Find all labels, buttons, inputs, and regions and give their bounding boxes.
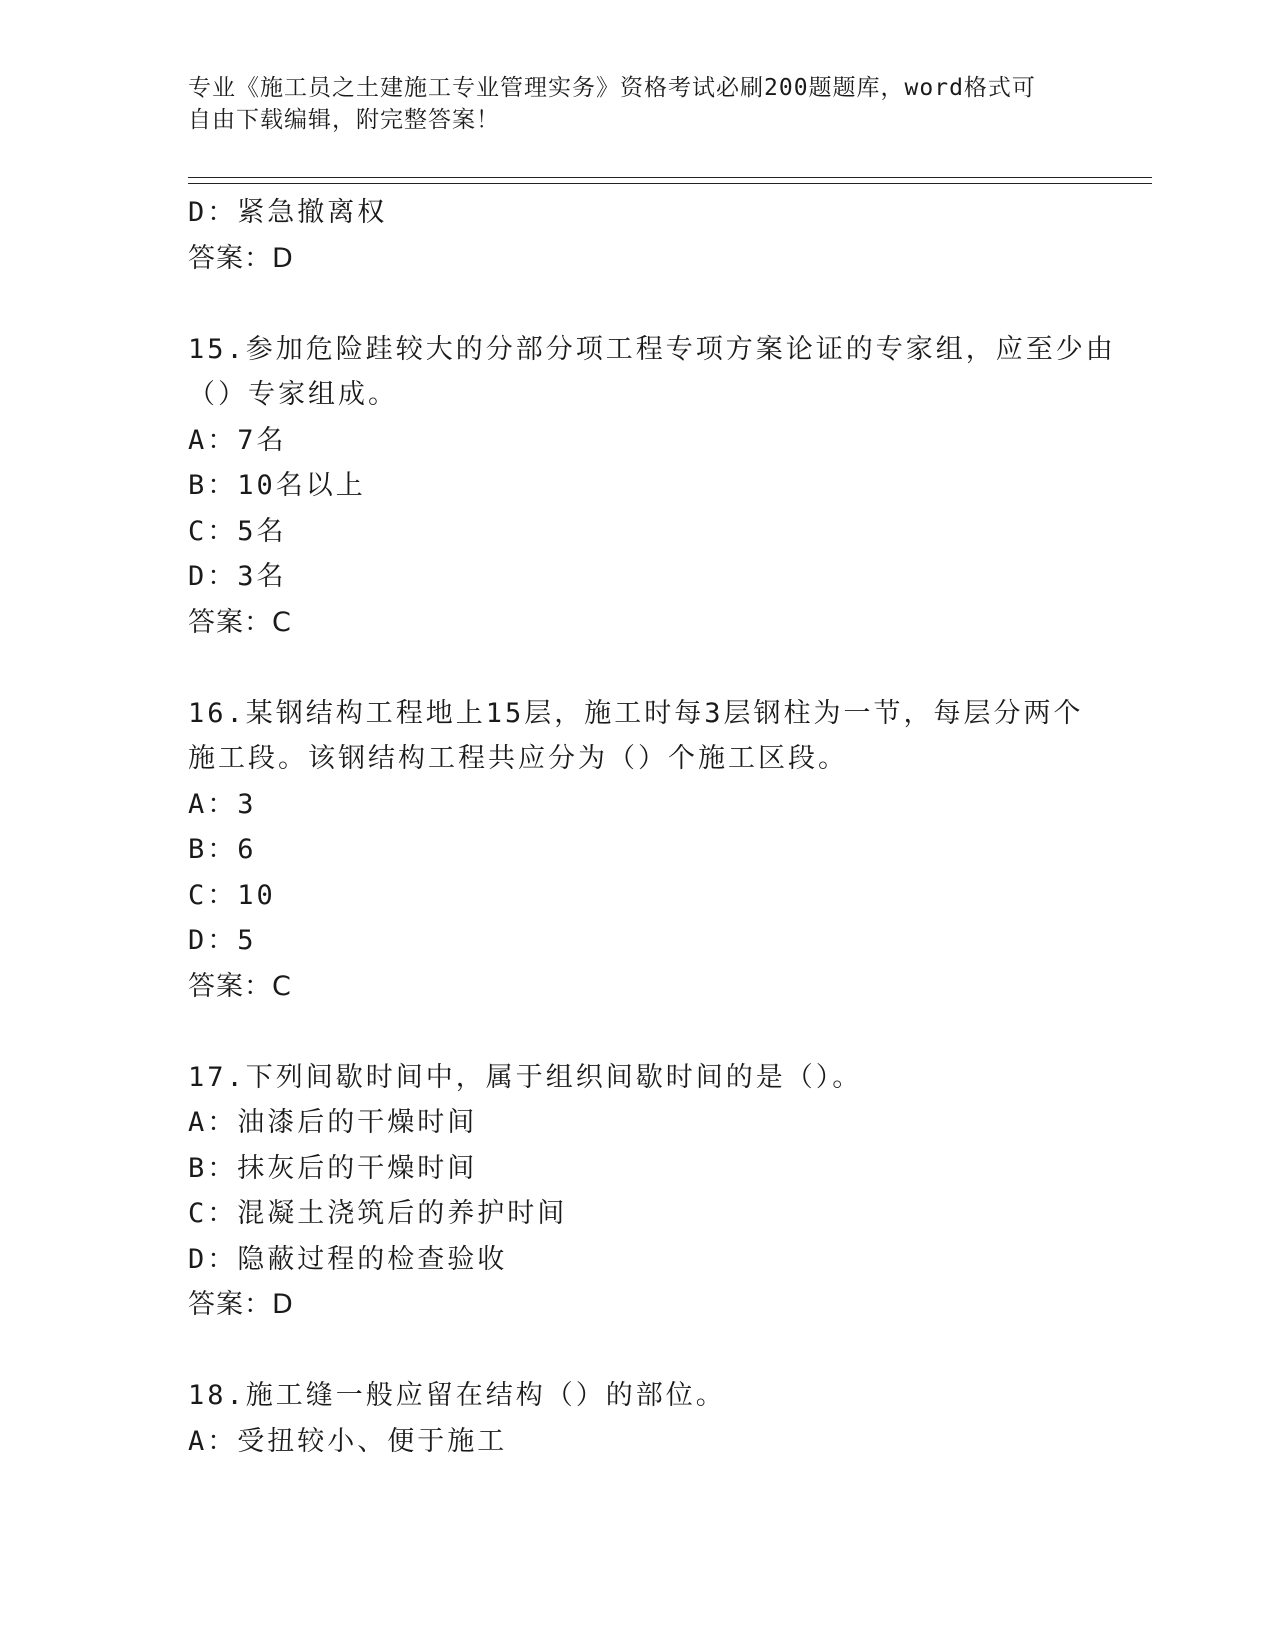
question-17 — [188, 1055, 1088, 1328]
option-c: C：混凝土浇筑后的养护时间 — [188, 1198, 568, 1229]
spacer — [188, 281, 1088, 327]
answer-line: 答案：D — [188, 242, 294, 274]
question-stem: （）专家组成。 — [188, 379, 398, 410]
header-line-1: 专业《施工员之土建施工专业管理实务》资格考试必刷200题题库，word格式可 — [188, 75, 1036, 101]
answer-line: 答案：D — [188, 1289, 294, 1320]
option-a: A：油漆后的干燥时间 — [188, 1107, 478, 1138]
option-d: D：5 — [188, 925, 257, 956]
question-stem: 17.下列间歇时间中，属于组织间歇时间的是（）。 — [188, 1061, 863, 1093]
spacer — [188, 1009, 1088, 1055]
option-b: B：抹灰后的干燥时间 — [188, 1152, 478, 1184]
option-d: D：紧急撤离权 — [188, 197, 388, 228]
answer-line: 答案：C — [188, 970, 292, 1002]
question-stem: 18.施工缝一般应留在结构（）的部位。 — [188, 1380, 726, 1411]
header-line-2: 自由下载编辑，附完整答案！ — [188, 107, 500, 133]
question-16 — [188, 691, 1088, 1010]
question-15 — [188, 327, 1116, 646]
option-c: C：5名 — [188, 515, 287, 547]
header-divider-top — [188, 177, 1152, 178]
option-d: D：隐蔽过程的检查验收 — [188, 1243, 508, 1275]
option-a: A：7名 — [188, 424, 287, 456]
spacer — [188, 645, 1088, 691]
option-d: D：3名 — [188, 561, 287, 592]
document-header — [188, 72, 1068, 136]
question-list — [188, 190, 1116, 1464]
header-divider-bottom — [188, 183, 1152, 184]
option-a: A：3 — [188, 788, 257, 820]
option-b: B：6 — [188, 834, 257, 865]
question-stem: 16.某钢结构工程地上15层，施工时每3层钢柱为一节，每层分两个 — [188, 697, 1084, 729]
answer-line: 答案：C — [188, 606, 292, 638]
question-stem: 15.参加危险跬较大的分部分项工程专项方案论证的专家组，应至少由 — [188, 333, 1116, 365]
option-b: B：10名以上 — [188, 470, 366, 501]
option-a: A：受扭较小、便于施工 — [188, 1425, 508, 1457]
option-c: C：10 — [188, 879, 276, 911]
question-stem: 施工段。该钢结构工程共应分为（）个施工区段。 — [188, 743, 848, 774]
question-18 — [188, 1373, 1088, 1464]
spacer — [188, 1328, 1088, 1374]
